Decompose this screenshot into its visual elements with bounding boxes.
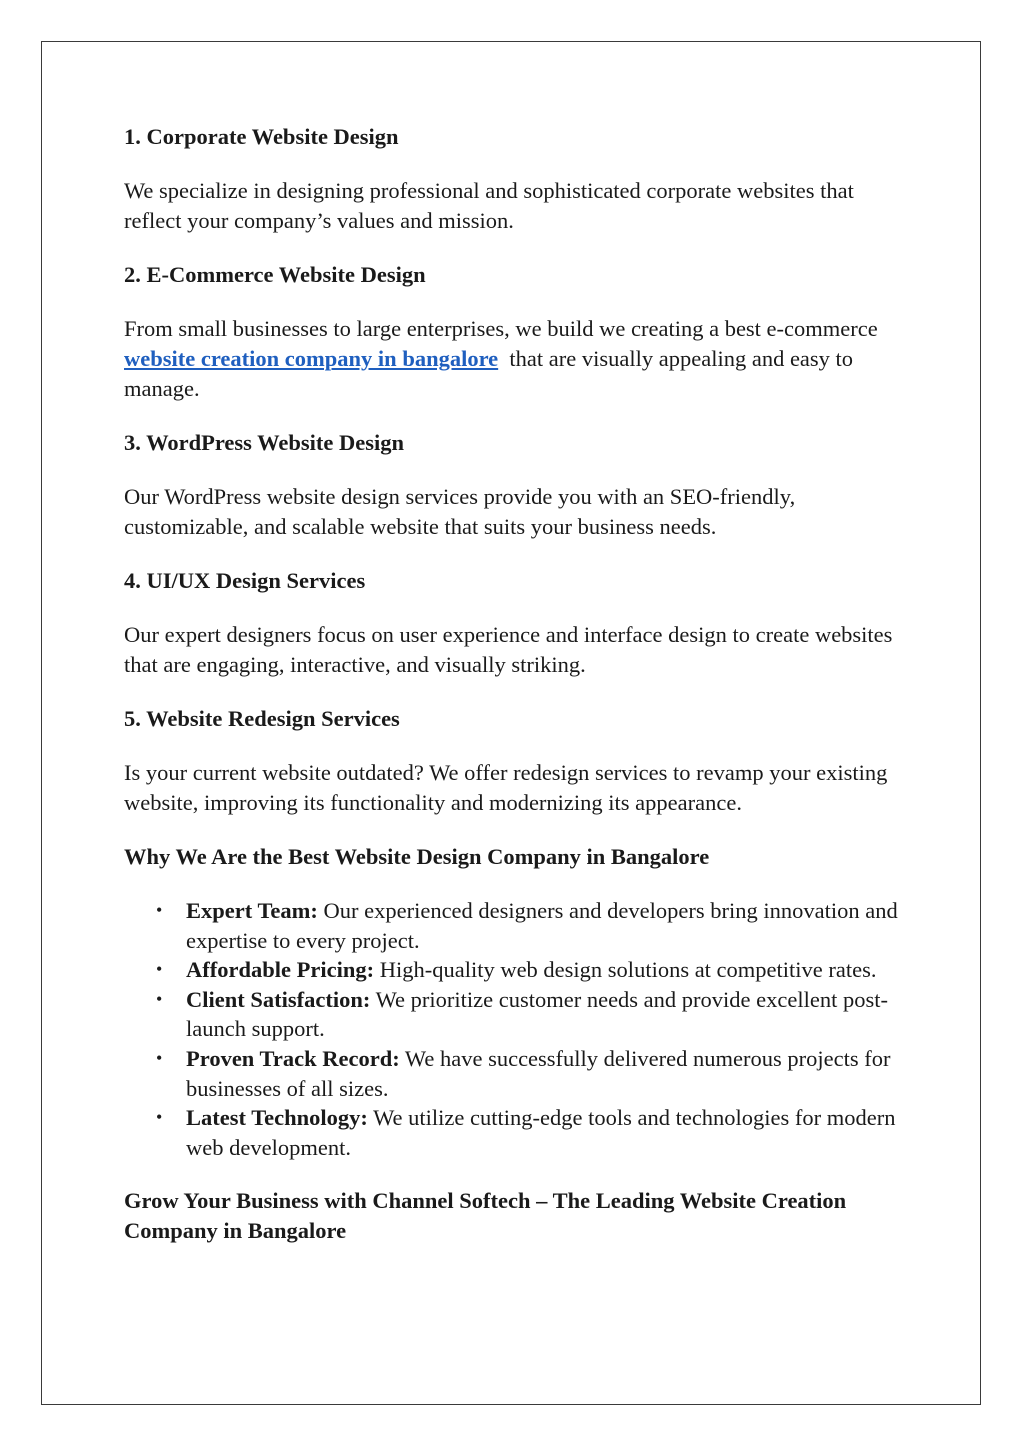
section-heading-uiux: 4. UI/UX Design Services [124, 568, 366, 593]
website-creation-link[interactable]: website creation company in bangalore [124, 346, 499, 371]
bullet-icon: • [156, 1047, 163, 1068]
reason-text: High-quality web design solutions at competitive rates. [374, 957, 877, 983]
section-text-corporate: We specialize in designing professional and sophisticated corporate websites that reflect your company’s values and mission. [124, 178, 854, 233]
section-text-redesign: Is your current website outdated? We offer redesign services to revamp your existing website, improving its functionality and modernizing its appearance. [124, 760, 888, 815]
list-item [124, 896, 904, 955]
section-text-uiux: Our expert designers focus on user experience and interface design to create websites that are engaging, interactive, and visually striking. [124, 622, 893, 677]
ecommerce-text-before-link: From small businesses to large enterprises, we build we creating a best e-commerce [124, 316, 878, 341]
section-text-wordpress: Our WordPress website design services provide you with an SEO-friendly, customizable, and scalable website that suits your business needs. [124, 484, 796, 539]
bullet-icon: • [156, 1107, 163, 1128]
list-item [124, 985, 904, 1044]
reason-label: Expert Team: [186, 898, 318, 923]
closing-heading: Grow Your Business with Channel Softech – The Leading Website Creation Company in Bangalore [124, 1188, 847, 1244]
reason-text: We utilize cutting-edge tools and technologies for modern web development. [186, 1105, 896, 1160]
section-text-ecommerce [124, 314, 904, 404]
reason-text: We have successfully delivered numerous projects for businesses of all sizes. [186, 1045, 891, 1101]
reason-label: Proven Track Record: [186, 1045, 400, 1071]
ecommerce-text-after-link: that are visually appealing and easy to manage. [124, 346, 859, 401]
list-item [124, 1103, 904, 1162]
list-item [124, 1044, 904, 1103]
reason-label: Affordable Pricing: [186, 957, 375, 983]
document-content [124, 122, 904, 1246]
bullet-icon: • [156, 959, 163, 980]
bullet-icon: • [156, 900, 163, 920]
bullet-icon: • [156, 988, 163, 1009]
section-heading-redesign: 5. Website Redesign Services [124, 706, 400, 731]
list-item [124, 955, 904, 985]
reason-label: Latest Technology: [186, 1105, 368, 1131]
section-heading-wordpress: 3. WordPress Website Design [124, 430, 405, 455]
reasons-list [124, 896, 904, 1162]
reason-label: Client Satisfaction: [186, 986, 371, 1012]
section-heading-ecommerce: 2. E-Commerce Website Design [124, 262, 426, 287]
section-heading-corporate: 1. Corporate Website Design [124, 124, 399, 149]
reason-text: We prioritize customer needs and provide excellent post-launch support. [186, 986, 888, 1042]
why-best-heading: Why We Are the Best Website Design Company in Bangalore [124, 844, 710, 869]
reason-text: Our experienced designers and developers bring innovation and expertise to every project. [186, 898, 898, 953]
